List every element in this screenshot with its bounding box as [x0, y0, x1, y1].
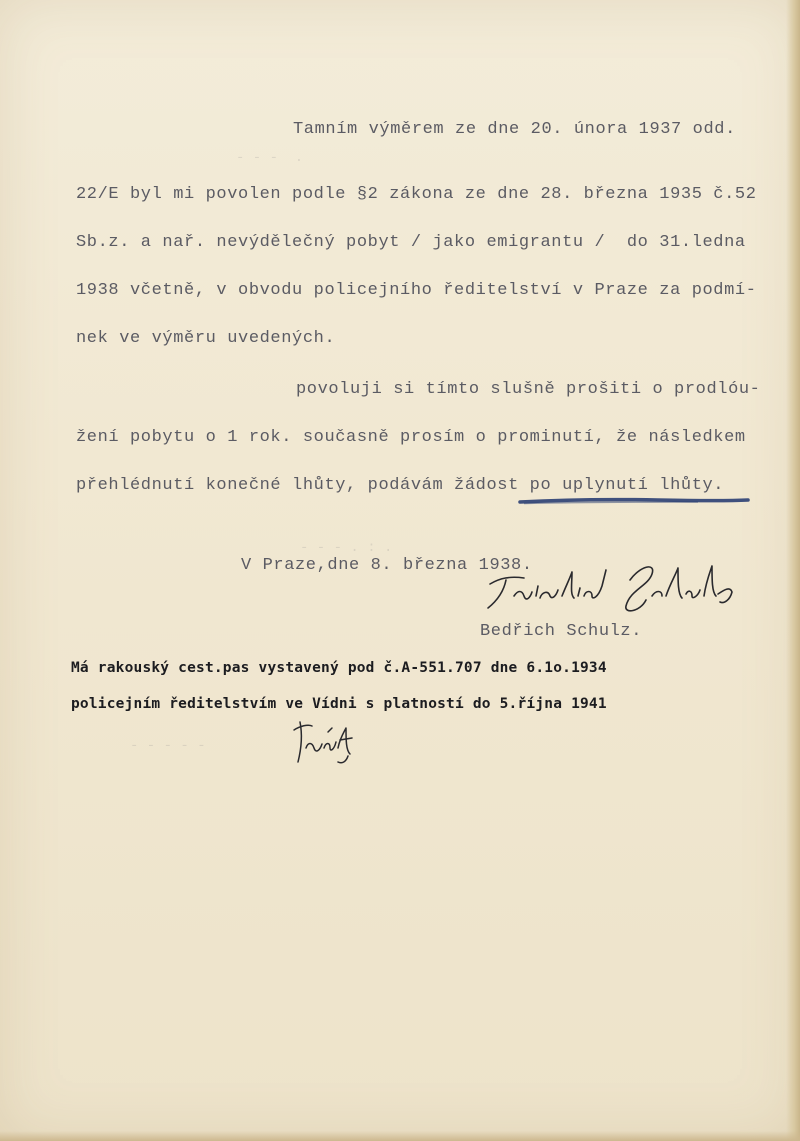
show-through-mark: - - - - -	[130, 738, 206, 754]
letter-line-8: přehlédnutí konečné lhůty, podávám žádost po uplynutí lhůty.	[76, 476, 725, 495]
letter-line-7: žení pobytu o 1 rok. současně prosím o prominutí, že následkem	[76, 428, 746, 447]
letter-line-4: 1938 včetně, v obvodu policejního ředitelství v Praze za podmí-	[76, 281, 757, 300]
show-through-mark: - - - .	[236, 150, 304, 166]
place-date: V Praze,dne 8. března 1938.	[241, 556, 533, 575]
letter-line-6: povoluji si tímto slušně prošiti o prodlóu-	[296, 380, 761, 399]
show-through-mark: - - - . : .	[300, 540, 393, 556]
handwritten-initials	[290, 718, 360, 768]
typed-signature: Bedřich Schulz.	[480, 622, 643, 641]
pencil-underline	[518, 497, 750, 505]
letter-line-3: Sb.z. a nař. nevýdělečný pobyt / jako emigrantu / do 31.ledna	[76, 233, 746, 252]
letter-line-2: 22/E byl mi povolen podle §2 zákona ze dne 28. března 1935 č.52	[76, 185, 757, 204]
paper-edge-bottom	[0, 1131, 800, 1141]
paper-edge-right	[786, 0, 800, 1141]
annotation-line-2: policejním ředitelstvím ve Vídni s platností do 5.října 1941	[71, 696, 607, 712]
annotation-line-1: Má rakouský cest.pas vystavený pod č.A-551.707 dne 6.1o.1934	[71, 660, 607, 676]
letter-line-5: nek ve výměru uvedených.	[76, 329, 336, 348]
handwritten-signature	[480, 556, 740, 620]
letter-line-1: Tamním výměrem ze dne 20. února 1937 odd.	[293, 120, 736, 139]
